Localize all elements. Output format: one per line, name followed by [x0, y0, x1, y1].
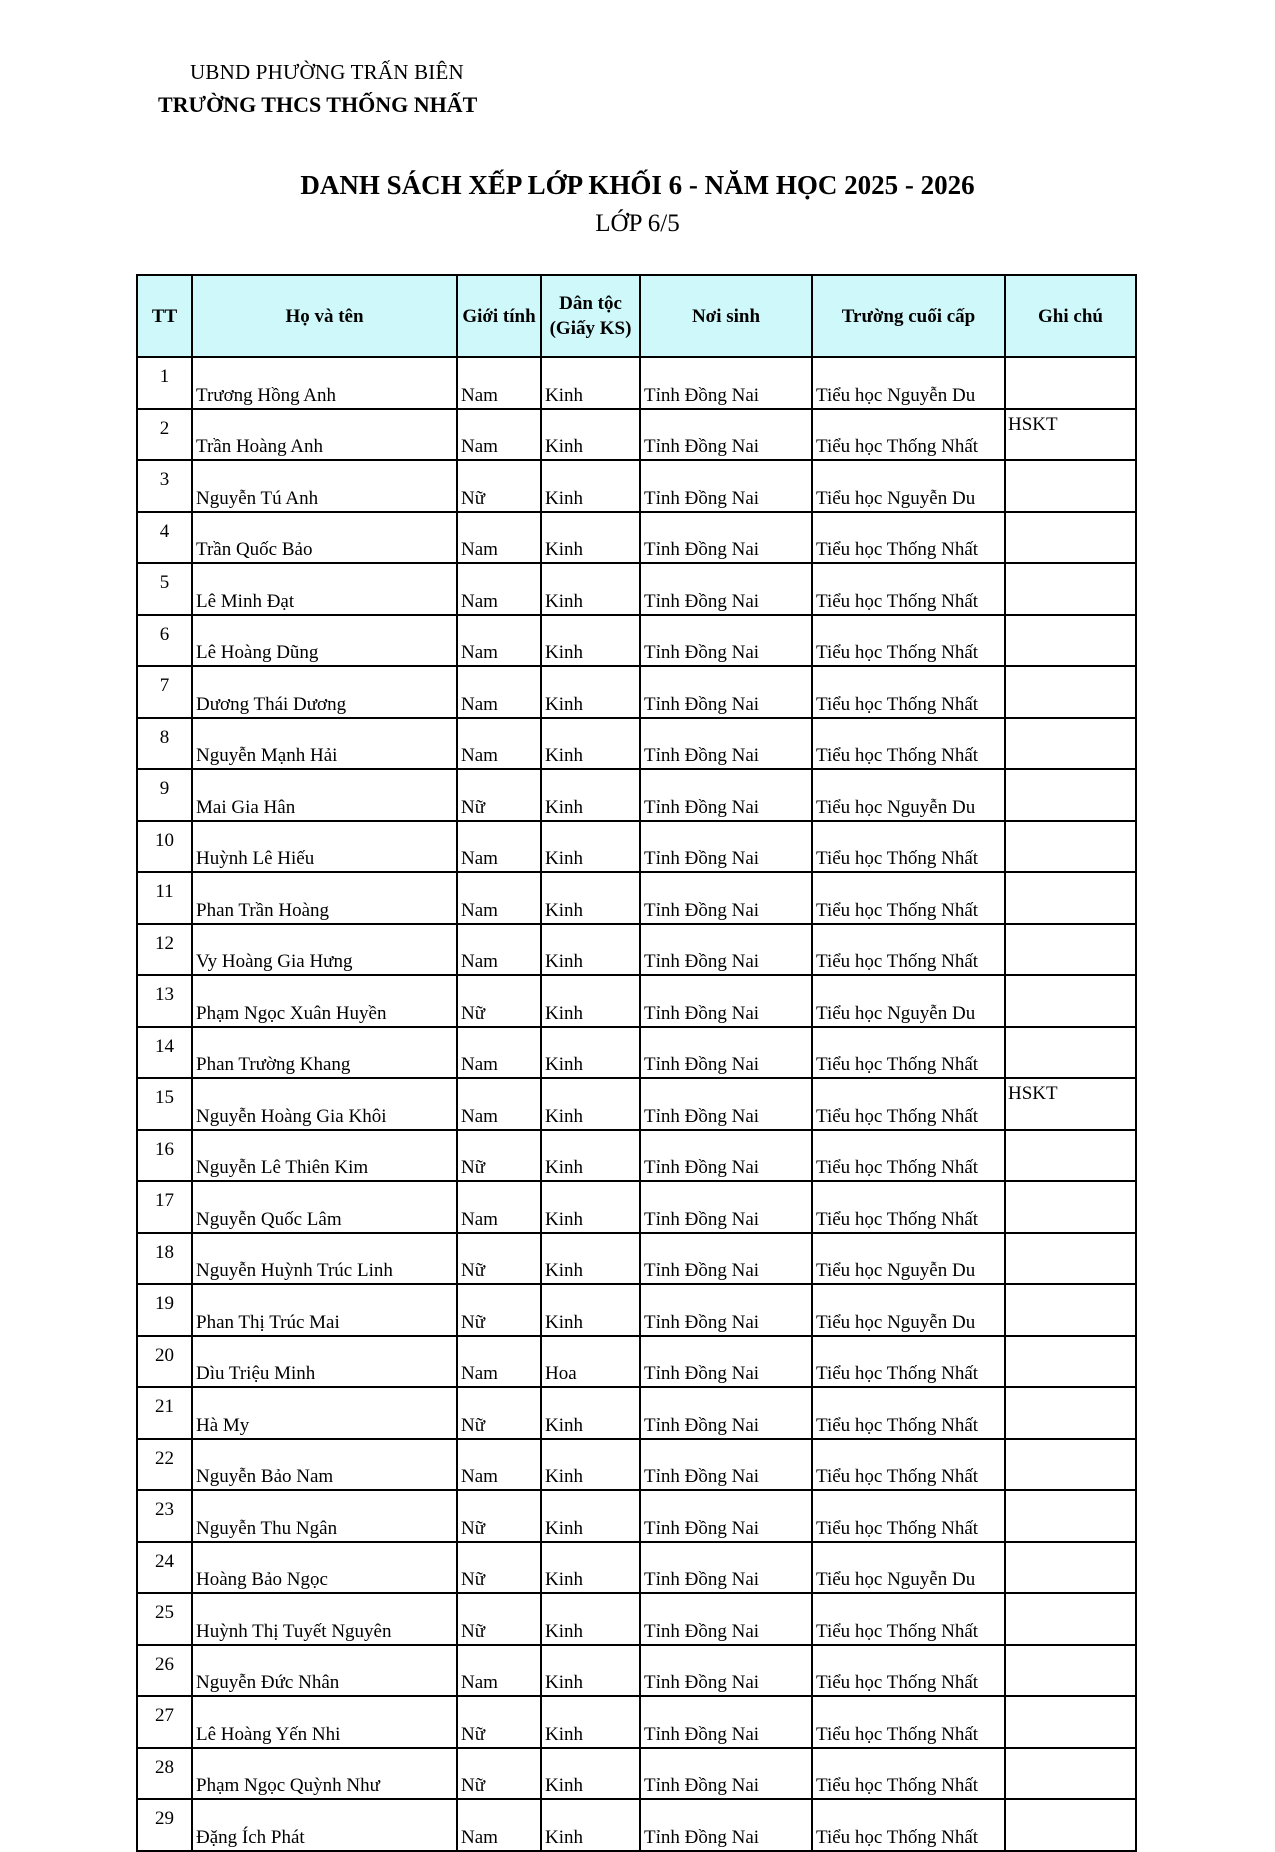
cell-note: [1005, 666, 1136, 718]
cell-birthplace: Tỉnh Đồng Nai: [640, 1490, 812, 1542]
cell-name: Phan Trần Hoàng: [192, 872, 457, 924]
cell-name: Nguyễn Lê Thiên Kim: [192, 1130, 457, 1182]
cell-gender: Nam: [457, 1439, 541, 1491]
cell-school: Tiểu học Thống Nhất: [812, 512, 1005, 564]
cell-name: Nguyễn Mạnh Hải: [192, 718, 457, 770]
table-row: [137, 1748, 1136, 1800]
cell-gender: Nữ: [457, 460, 541, 512]
cell-note: [1005, 1748, 1136, 1800]
cell-gender: Nữ: [457, 1284, 541, 1336]
cell-note: [1005, 1233, 1136, 1285]
cell-ethnicity: Kinh: [541, 1799, 640, 1851]
table-row: [137, 563, 1136, 615]
col-header-name: Họ và tên: [192, 275, 457, 357]
cell-school: Tiểu học Nguyễn Du: [812, 1284, 1005, 1336]
cell-gender: Nữ: [457, 1593, 541, 1645]
cell-tt: 11: [137, 872, 192, 924]
cell-ethnicity: Kinh: [541, 666, 640, 718]
cell-school: Tiểu học Thống Nhất: [812, 666, 1005, 718]
cell-school: Tiểu học Thống Nhất: [812, 563, 1005, 615]
table-row: [137, 1490, 1136, 1542]
cell-note: [1005, 924, 1136, 976]
cell-note: [1005, 872, 1136, 924]
cell-school: Tiểu học Thống Nhất: [812, 872, 1005, 924]
table-row: [137, 1078, 1136, 1130]
cell-gender: Nữ: [457, 1696, 541, 1748]
cell-gender: Nữ: [457, 1387, 541, 1439]
cell-ethnicity: Kinh: [541, 1645, 640, 1697]
cell-note: [1005, 718, 1136, 770]
cell-ethnicity: Kinh: [541, 1284, 640, 1336]
cell-birthplace: Tỉnh Đồng Nai: [640, 1542, 812, 1594]
table-row: [137, 1799, 1136, 1851]
cell-gender: Nữ: [457, 1130, 541, 1182]
cell-school: Tiểu học Thống Nhất: [812, 821, 1005, 873]
cell-name: Nguyễn Đức Nhân: [192, 1645, 457, 1697]
cell-tt: 22: [137, 1439, 192, 1491]
cell-note: [1005, 1439, 1136, 1491]
document-title-text: DANH SÁCH XẾP LỚP KHỐI 6 - NĂM HỌC 2025 - 2026: [300, 170, 975, 200]
cell-tt: 10: [137, 821, 192, 873]
org-name: UBND PHƯỜNG TRẤN BIÊN: [190, 60, 464, 84]
cell-birthplace: Tỉnh Đồng Nai: [640, 512, 812, 564]
cell-ethnicity: Kinh: [541, 1439, 640, 1491]
cell-gender: Nữ: [457, 1233, 541, 1285]
table-row: [137, 512, 1136, 564]
cell-note: [1005, 821, 1136, 873]
table-row: [137, 1542, 1136, 1594]
cell-note: [1005, 1181, 1136, 1233]
cell-school: Tiểu học Nguyễn Du: [812, 357, 1005, 409]
cell-birthplace: Tỉnh Đồng Nai: [640, 1130, 812, 1182]
table-row: [137, 1027, 1136, 1079]
cell-ethnicity: Kinh: [541, 1078, 640, 1130]
cell-school: Tiểu học Nguyễn Du: [812, 769, 1005, 821]
table-row: [137, 975, 1136, 1027]
cell-school: Tiểu học Thống Nhất: [812, 924, 1005, 976]
cell-gender: Nam: [457, 924, 541, 976]
cell-note: [1005, 1284, 1136, 1336]
cell-name: Nguyễn Bảo Nam: [192, 1439, 457, 1491]
cell-note: [1005, 1696, 1136, 1748]
cell-birthplace: Tỉnh Đồng Nai: [640, 1233, 812, 1285]
table-row: [137, 1696, 1136, 1748]
cell-birthplace: Tỉnh Đồng Nai: [640, 460, 812, 512]
cell-ethnicity: Kinh: [541, 975, 640, 1027]
cell-tt: 19: [137, 1284, 192, 1336]
cell-note: [1005, 512, 1136, 564]
cell-school: Tiểu học Thống Nhất: [812, 1799, 1005, 1851]
cell-birthplace: Tỉnh Đồng Nai: [640, 1696, 812, 1748]
table-row: [137, 615, 1136, 667]
cell-tt: 4: [137, 512, 192, 564]
cell-ethnicity: Kinh: [541, 460, 640, 512]
cell-ethnicity: Kinh: [541, 1542, 640, 1594]
cell-name: Vy Hoàng Gia Hưng: [192, 924, 457, 976]
cell-name: Phan Trường Khang: [192, 1027, 457, 1079]
cell-note: [1005, 357, 1136, 409]
cell-tt: 23: [137, 1490, 192, 1542]
col-header-ethnicity: Dân tộc (Giấy KS): [541, 275, 640, 357]
cell-gender: Nam: [457, 563, 541, 615]
cell-ethnicity: Kinh: [541, 357, 640, 409]
cell-tt: 12: [137, 924, 192, 976]
cell-school: Tiểu học Thống Nhất: [812, 409, 1005, 461]
cell-name: Nguyễn Thu Ngân: [192, 1490, 457, 1542]
cell-note: [1005, 563, 1136, 615]
cell-name: Phạm Ngọc Quỳnh Như: [192, 1748, 457, 1800]
cell-school: Tiểu học Thống Nhất: [812, 1387, 1005, 1439]
cell-tt: 7: [137, 666, 192, 718]
cell-birthplace: Tỉnh Đồng Nai: [640, 1799, 812, 1851]
cell-ethnicity: Kinh: [541, 1593, 640, 1645]
cell-birthplace: Tỉnh Đồng Nai: [640, 718, 812, 770]
cell-birthplace: Tỉnh Đồng Nai: [640, 1181, 812, 1233]
cell-gender: Nam: [457, 357, 541, 409]
cell-note: [1005, 1336, 1136, 1388]
cell-tt: 26: [137, 1645, 192, 1697]
cell-ethnicity: Kinh: [541, 1696, 640, 1748]
cell-gender: Nam: [457, 1799, 541, 1851]
cell-tt: 1: [137, 357, 192, 409]
table-row: [137, 821, 1136, 873]
cell-gender: Nam: [457, 1078, 541, 1130]
cell-gender: Nam: [457, 718, 541, 770]
cell-name: Nguyễn Tú Anh: [192, 460, 457, 512]
cell-note: HSKT: [1005, 409, 1136, 461]
col-header-birthplace: Nơi sinh: [640, 275, 812, 357]
cell-gender: Nữ: [457, 769, 541, 821]
cell-school: Tiểu học Thống Nhất: [812, 1078, 1005, 1130]
cell-note: [1005, 975, 1136, 1027]
table-row: [137, 357, 1136, 409]
cell-birthplace: Tỉnh Đồng Nai: [640, 409, 812, 461]
cell-name: Lê Hoàng Yến Nhi: [192, 1696, 457, 1748]
cell-name: Trương Hồng Anh: [192, 357, 457, 409]
cell-ethnicity: Kinh: [541, 769, 640, 821]
cell-name: Phan Thị Trúc Mai: [192, 1284, 457, 1336]
cell-birthplace: Tỉnh Đồng Nai: [640, 1284, 812, 1336]
cell-gender: Nam: [457, 512, 541, 564]
cell-birthplace: Tỉnh Đồng Nai: [640, 666, 812, 718]
cell-school: Tiểu học Thống Nhất: [812, 718, 1005, 770]
cell-name: Hoàng Bảo Ngọc: [192, 1542, 457, 1594]
cell-name: Nguyễn Quốc Lâm: [192, 1181, 457, 1233]
col-header-gender: Giới tính: [457, 275, 541, 357]
cell-gender: Nam: [457, 821, 541, 873]
cell-gender: Nữ: [457, 1490, 541, 1542]
cell-note: [1005, 1542, 1136, 1594]
cell-name: Nguyễn Hoàng Gia Khôi: [192, 1078, 457, 1130]
cell-name: Trần Hoàng Anh: [192, 409, 457, 461]
cell-ethnicity: Kinh: [541, 1233, 640, 1285]
cell-name: Hà My: [192, 1387, 457, 1439]
cell-tt: 18: [137, 1233, 192, 1285]
cell-birthplace: Tỉnh Đồng Nai: [640, 1593, 812, 1645]
cell-name: Dương Thái Dương: [192, 666, 457, 718]
cell-school: Tiểu học Thống Nhất: [812, 1027, 1005, 1079]
cell-gender: Nam: [457, 615, 541, 667]
cell-name: Lê Minh Đạt: [192, 563, 457, 615]
class-subtitle: LỚP 6/5: [595, 210, 680, 237]
cell-note: [1005, 1645, 1136, 1697]
cell-gender: Nữ: [457, 1542, 541, 1594]
cell-tt: 28: [137, 1748, 192, 1800]
cell-birthplace: Tỉnh Đồng Nai: [640, 821, 812, 873]
cell-tt: 24: [137, 1542, 192, 1594]
cell-birthplace: Tỉnh Đồng Nai: [640, 1387, 812, 1439]
table-row: [137, 924, 1136, 976]
cell-birthplace: Tỉnh Đồng Nai: [640, 563, 812, 615]
cell-gender: Nam: [457, 1181, 541, 1233]
cell-gender: Nữ: [457, 975, 541, 1027]
cell-gender: Nam: [457, 872, 541, 924]
cell-note: [1005, 1490, 1136, 1542]
cell-birthplace: Tỉnh Đồng Nai: [640, 1748, 812, 1800]
cell-birthplace: Tỉnh Đồng Nai: [640, 975, 812, 1027]
cell-ethnicity: Kinh: [541, 1748, 640, 1800]
col-header-tt: TT: [137, 275, 192, 357]
table-row: [137, 1181, 1136, 1233]
cell-birthplace: Tỉnh Đồng Nai: [640, 872, 812, 924]
table-row: [137, 872, 1136, 924]
table-row: [137, 1284, 1136, 1336]
table-row: [137, 1645, 1136, 1697]
cell-birthplace: Tỉnh Đồng Nai: [640, 1439, 812, 1491]
cell-ethnicity: Kinh: [541, 563, 640, 615]
cell-tt: 6: [137, 615, 192, 667]
cell-name: Đặng Ích Phát: [192, 1799, 457, 1851]
cell-ethnicity: Kinh: [541, 821, 640, 873]
cell-birthplace: Tỉnh Đồng Nai: [640, 1078, 812, 1130]
school-name: TRƯỜNG THCS THỐNG NHẤT: [158, 92, 478, 117]
cell-tt: 13: [137, 975, 192, 1027]
cell-note: [1005, 1593, 1136, 1645]
cell-ethnicity: Kinh: [541, 924, 640, 976]
cell-name: Trần Quốc Bảo: [192, 512, 457, 564]
cell-note: [1005, 1387, 1136, 1439]
cell-tt: 14: [137, 1027, 192, 1079]
cell-birthplace: Tỉnh Đồng Nai: [640, 1336, 812, 1388]
cell-school: Tiểu học Nguyễn Du: [812, 1542, 1005, 1594]
cell-school: Tiểu học Thống Nhất: [812, 1593, 1005, 1645]
cell-birthplace: Tỉnh Đồng Nai: [640, 924, 812, 976]
table-row: [137, 1593, 1136, 1645]
table-row: [137, 1130, 1136, 1182]
cell-school: Tiểu học Nguyễn Du: [812, 1233, 1005, 1285]
cell-tt: 17: [137, 1181, 192, 1233]
cell-tt: 16: [137, 1130, 192, 1182]
table-row: [137, 1336, 1136, 1388]
cell-note: HSKT: [1005, 1078, 1136, 1130]
cell-tt: 3: [137, 460, 192, 512]
table-header-row: [137, 275, 1136, 357]
cell-note: [1005, 1130, 1136, 1182]
table-row: [137, 718, 1136, 770]
cell-gender: Nam: [457, 1027, 541, 1079]
cell-school: Tiểu học Thống Nhất: [812, 1645, 1005, 1697]
cell-name: Mai Gia Hân: [192, 769, 457, 821]
cell-gender: Nam: [457, 409, 541, 461]
cell-note: [1005, 460, 1136, 512]
cell-name: Phạm Ngọc Xuân Huyền: [192, 975, 457, 1027]
cell-tt: 25: [137, 1593, 192, 1645]
cell-note: [1005, 615, 1136, 667]
cell-birthplace: Tỉnh Đồng Nai: [640, 1645, 812, 1697]
cell-tt: 21: [137, 1387, 192, 1439]
cell-ethnicity: Kinh: [541, 409, 640, 461]
cell-school: Tiểu học Thống Nhất: [812, 1130, 1005, 1182]
class-list-table: [136, 274, 1137, 1852]
table-row: [137, 769, 1136, 821]
cell-tt: 15: [137, 1078, 192, 1130]
cell-ethnicity: Kinh: [541, 718, 640, 770]
cell-school: Tiểu học Thống Nhất: [812, 1748, 1005, 1800]
cell-birthplace: Tỉnh Đồng Nai: [640, 615, 812, 667]
cell-note: [1005, 769, 1136, 821]
cell-name: Huỳnh Thị Tuyết Nguyên: [192, 1593, 457, 1645]
cell-note: [1005, 1799, 1136, 1851]
cell-ethnicity: Kinh: [541, 1490, 640, 1542]
cell-ethnicity: Kinh: [541, 512, 640, 564]
cell-tt: 20: [137, 1336, 192, 1388]
table-row: [137, 1387, 1136, 1439]
cell-ethnicity: Kinh: [541, 615, 640, 667]
col-header-note: Ghi chú: [1005, 275, 1136, 357]
cell-school: Tiểu học Thống Nhất: [812, 1696, 1005, 1748]
cell-ethnicity: Kinh: [541, 1387, 640, 1439]
cell-school: Tiểu học Thống Nhất: [812, 1490, 1005, 1542]
cell-ethnicity: Kinh: [541, 872, 640, 924]
cell-school: Tiểu học Nguyễn Du: [812, 460, 1005, 512]
cell-name: Huỳnh Lê Hiếu: [192, 821, 457, 873]
cell-tt: 27: [137, 1696, 192, 1748]
document-title: [0, 170, 1275, 201]
cell-tt: 5: [137, 563, 192, 615]
cell-school: Tiểu học Thống Nhất: [812, 1439, 1005, 1491]
col-header-school: Trường cuối cấp: [812, 275, 1005, 357]
cell-gender: Nữ: [457, 1748, 541, 1800]
cell-name: Dìu Triệu Minh: [192, 1336, 457, 1388]
cell-ethnicity: Hoa: [541, 1336, 640, 1388]
cell-name: Lê Hoàng Dũng: [192, 615, 457, 667]
cell-gender: Nam: [457, 666, 541, 718]
cell-school: Tiểu học Nguyễn Du: [812, 975, 1005, 1027]
cell-gender: Nam: [457, 1336, 541, 1388]
cell-ethnicity: Kinh: [541, 1027, 640, 1079]
cell-gender: Nam: [457, 1645, 541, 1697]
table-row: [137, 1439, 1136, 1491]
cell-birthplace: Tỉnh Đồng Nai: [640, 769, 812, 821]
cell-tt: 2: [137, 409, 192, 461]
class-list-table-wrapper: [136, 274, 1137, 1852]
cell-school: Tiểu học Thống Nhất: [812, 1336, 1005, 1388]
table-row: [137, 1233, 1136, 1285]
table-body: [137, 357, 1136, 1851]
cell-school: Tiểu học Thống Nhất: [812, 615, 1005, 667]
cell-ethnicity: Kinh: [541, 1130, 640, 1182]
cell-birthplace: Tỉnh Đồng Nai: [640, 357, 812, 409]
cell-birthplace: Tỉnh Đồng Nai: [640, 1027, 812, 1079]
table-row: [137, 666, 1136, 718]
cell-name: Nguyễn Huỳnh Trúc Linh: [192, 1233, 457, 1285]
cell-school: Tiểu học Thống Nhất: [812, 1181, 1005, 1233]
cell-tt: 29: [137, 1799, 192, 1851]
cell-ethnicity: Kinh: [541, 1181, 640, 1233]
table-row: [137, 409, 1136, 461]
cell-tt: 8: [137, 718, 192, 770]
cell-note: [1005, 1027, 1136, 1079]
table-row: [137, 460, 1136, 512]
cell-tt: 9: [137, 769, 192, 821]
